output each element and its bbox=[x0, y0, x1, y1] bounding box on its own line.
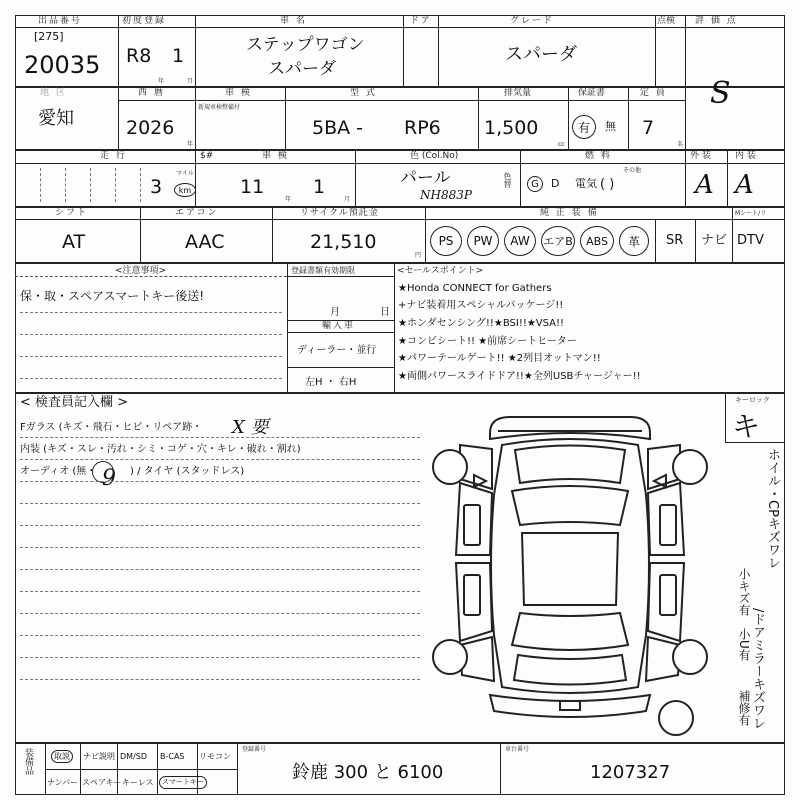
model-code: RP6 bbox=[404, 117, 441, 139]
region-value: 愛知 bbox=[38, 108, 74, 129]
equipment-label: 純 正 装 備 bbox=[540, 208, 599, 218]
ruled-line bbox=[20, 657, 420, 658]
footer-item-top: B-CAS bbox=[160, 752, 185, 761]
equip-pw-label: PW bbox=[473, 234, 493, 248]
color-value: パール bbox=[400, 168, 451, 188]
color-code: NH883P bbox=[420, 188, 472, 202]
fuel-ev: 電気 bbox=[575, 177, 597, 190]
frame-no-value: 1207327 bbox=[590, 762, 671, 783]
capacity-unit: 名 bbox=[677, 141, 684, 148]
equip-aw bbox=[504, 226, 536, 256]
capacity-value: 7 bbox=[642, 117, 655, 139]
inspector-title: < 検査員記入欄 > bbox=[20, 395, 129, 410]
model-prefix: 5BA - bbox=[312, 117, 364, 139]
footer-item-top: ナビ説明 bbox=[83, 752, 115, 761]
equip-airbag-label: エアB bbox=[543, 235, 573, 248]
reg-deadline-label: 登録書類有効期限 bbox=[291, 266, 355, 275]
dealer-text: ディーラー・並行 bbox=[297, 345, 377, 356]
ruled-line bbox=[20, 503, 420, 504]
ruled-line bbox=[20, 459, 420, 460]
first-reg-year-unit: 年 bbox=[158, 78, 165, 85]
year-label: 西 暦 bbox=[138, 88, 165, 98]
inspector-line-glass: Fガラス (キズ・飛石・ヒビ・リペア跡・ bbox=[20, 422, 203, 433]
ac-label: エアコン bbox=[175, 208, 219, 218]
inspection3-label: 車 検 bbox=[262, 151, 289, 161]
insp-month-unit: 月 bbox=[344, 196, 351, 203]
footer-item-bottom: ナンバー bbox=[47, 778, 79, 787]
fuel-other-label: その他 bbox=[623, 167, 642, 174]
cc-unit: cc bbox=[558, 141, 565, 148]
caution-text: 保・取・スペアスマートキー後送! bbox=[20, 289, 205, 303]
first-reg-month-unit: 月 bbox=[187, 78, 194, 85]
insp-year: 11 bbox=[240, 176, 265, 198]
frame-label: 車台番号 bbox=[505, 746, 530, 753]
equip-ps-label: PS bbox=[438, 234, 454, 248]
shift-value: AT bbox=[62, 231, 86, 253]
equip-sr: SR bbox=[666, 233, 684, 248]
import-label: 輸入車 bbox=[322, 321, 356, 331]
reg-no-label: 登録番号 bbox=[242, 746, 267, 753]
km-unit: km bbox=[178, 185, 192, 195]
ruled-line bbox=[20, 481, 420, 482]
equip-abs bbox=[580, 226, 614, 256]
fuel-g-circle bbox=[527, 176, 543, 192]
interior-value: A bbox=[735, 170, 754, 200]
car-name-line1: ステップワゴン bbox=[246, 35, 365, 55]
keylock-label: キーロック bbox=[735, 396, 770, 404]
spare-tire-circle bbox=[658, 700, 694, 736]
shift-label: シフト bbox=[55, 208, 89, 218]
ruled-line bbox=[20, 547, 420, 548]
displacement-value: 1,500 bbox=[484, 117, 539, 139]
score-value: S bbox=[710, 76, 731, 111]
audio-mark: 9 bbox=[102, 466, 116, 491]
ruled-line bbox=[20, 437, 420, 438]
footer-item-top: DM/SD bbox=[120, 752, 147, 761]
inspect-label: 点検 bbox=[657, 16, 676, 26]
inspection-label: 車 検 bbox=[225, 88, 252, 98]
ac-value: AAC bbox=[185, 231, 225, 253]
sales-point: ★ホンダセンシング!!★BSI!!★VSA!! bbox=[398, 318, 565, 329]
fuel-d: D bbox=[551, 177, 560, 190]
recycle-value: 21,510 bbox=[310, 231, 377, 253]
mile-unit: マイル bbox=[176, 170, 194, 177]
first-reg-era: R8 bbox=[126, 45, 152, 67]
recycle-label: リサイクル預託金 bbox=[300, 208, 379, 218]
lot-number: 20035 bbox=[24, 51, 101, 79]
sales-label: <セールスポイント> bbox=[397, 266, 484, 276]
ruled-line bbox=[20, 591, 420, 592]
equip-leather bbox=[619, 226, 649, 256]
car-damage-diagram bbox=[420, 405, 720, 735]
ruled-line bbox=[20, 525, 420, 526]
year-unit: 年 bbox=[187, 141, 194, 148]
mileage-value: 3 bbox=[150, 176, 163, 198]
car-name-line2: スパーダ bbox=[268, 59, 336, 79]
equip-airbag bbox=[541, 226, 575, 256]
sales-point: ★パワーテールゲート!! ★2列目オットマン!! bbox=[398, 353, 601, 364]
insp-month: 1 bbox=[313, 176, 326, 198]
score-label: 評 価 点 bbox=[695, 16, 738, 26]
side-note-2: 小キズ有 bbox=[737, 568, 751, 616]
footer-item-bottom: スマートキー bbox=[159, 776, 207, 789]
warranty-yes-circle bbox=[572, 115, 596, 139]
inspector-line-interior: 内装 (キズ・スレ・汚れ・シミ・コゲ・穴・キレ・破れ・割れ) bbox=[20, 444, 301, 455]
caution-label: <注意事項> bbox=[115, 266, 167, 276]
reg-month-unit: 月 bbox=[330, 307, 340, 318]
warranty-label: 保証書 bbox=[578, 88, 606, 98]
lot-sub: [275] bbox=[34, 30, 64, 43]
sales-point: ★両側パワースライドドア!!★全列USBチャージャー!! bbox=[398, 371, 641, 382]
insp-year-unit: 年 bbox=[285, 196, 292, 203]
ruled-line bbox=[20, 613, 420, 614]
ruled-line bbox=[20, 679, 420, 680]
displacement-label: 排気量 bbox=[504, 88, 532, 98]
footer-item-bottom: スペアキー bbox=[82, 778, 122, 787]
fuel-g: G bbox=[531, 178, 539, 190]
car-name-label: 車 名 bbox=[280, 16, 307, 26]
mileage-label: 走 行 bbox=[100, 151, 127, 161]
sales-point: ★Honda CONNECT for Gathers bbox=[398, 283, 552, 294]
first-reg-label: 初度登録 bbox=[122, 16, 167, 26]
side-note-5: 補修有 bbox=[737, 690, 751, 726]
steering-text: 左H ・ 右H bbox=[305, 377, 357, 388]
footer-item-bottom: キーレス bbox=[122, 778, 154, 787]
warranty-yes: 有 bbox=[577, 120, 590, 135]
side-note-1: ホイル・CPキズワレ bbox=[765, 448, 780, 569]
side-note-3: /ドアミラーキズワレ bbox=[750, 608, 765, 730]
equip-pw bbox=[467, 226, 499, 256]
dealer-label: Mシート/リ bbox=[735, 210, 767, 217]
exterior-label: 外 装 bbox=[690, 151, 711, 161]
footer-item-top: リモコン bbox=[199, 752, 231, 761]
equip-abs-label: ABS bbox=[586, 234, 608, 248]
exterior-value: A bbox=[695, 170, 714, 200]
keylock-value: キ bbox=[732, 410, 761, 443]
ruled-line bbox=[20, 635, 420, 636]
grade-value: スパーダ bbox=[505, 44, 577, 65]
year-value: 2026 bbox=[126, 117, 175, 139]
side-note-4: 小U有 bbox=[737, 628, 751, 661]
region-label: 地 区 bbox=[40, 88, 67, 98]
reg-day-unit: 日 bbox=[380, 307, 390, 318]
sales-point: ★コンビシート!! ★前席シートヒーター bbox=[398, 336, 577, 347]
equip-leather-label: 革 bbox=[627, 234, 640, 249]
fuel-label: 燃 料 bbox=[585, 151, 612, 161]
model-label: 型 式 bbox=[350, 88, 377, 98]
door-label: ドア bbox=[410, 16, 432, 26]
ruled-line bbox=[20, 569, 420, 570]
equip-ps bbox=[430, 226, 462, 256]
interior-label: 内 装 bbox=[735, 151, 756, 161]
glass-mark: X 要 bbox=[232, 417, 269, 438]
audio-circle bbox=[92, 461, 114, 483]
sales-point: +ナビ装着用スペシャルパッケージ!! bbox=[398, 300, 564, 311]
footer-item-top: 取説 bbox=[51, 750, 73, 763]
equip-label: 装備品 bbox=[23, 748, 33, 775]
inspection-note: 新規車検整備付 bbox=[198, 104, 241, 111]
fuel-paren: ( ) bbox=[600, 177, 615, 192]
lot-label: 出品番号 bbox=[38, 16, 83, 26]
km-circle bbox=[174, 183, 196, 197]
inspector-line-tire: ) / タイヤ (スタッドレス) bbox=[130, 466, 245, 477]
capacity-label: 定 員 bbox=[640, 88, 667, 98]
color-change-label: 色替 bbox=[503, 172, 512, 188]
warranty-no: 無 bbox=[605, 120, 616, 133]
inspector-line-audio: オーディオ (無・ bbox=[20, 466, 97, 477]
first-reg-month: 1 bbox=[172, 45, 185, 67]
meter-label: $# bbox=[200, 151, 214, 161]
equip-navi: ナビ bbox=[701, 233, 728, 248]
equip-aw-label: AW bbox=[510, 234, 530, 248]
reg-no-value: 鈴鹿 300 と 6100 bbox=[292, 762, 444, 783]
yen-unit: 円 bbox=[415, 252, 422, 259]
equip-dtv: DTV bbox=[737, 233, 764, 248]
color-label: 色 (Col.No) bbox=[410, 151, 459, 161]
grade-label: グレード bbox=[510, 16, 555, 26]
